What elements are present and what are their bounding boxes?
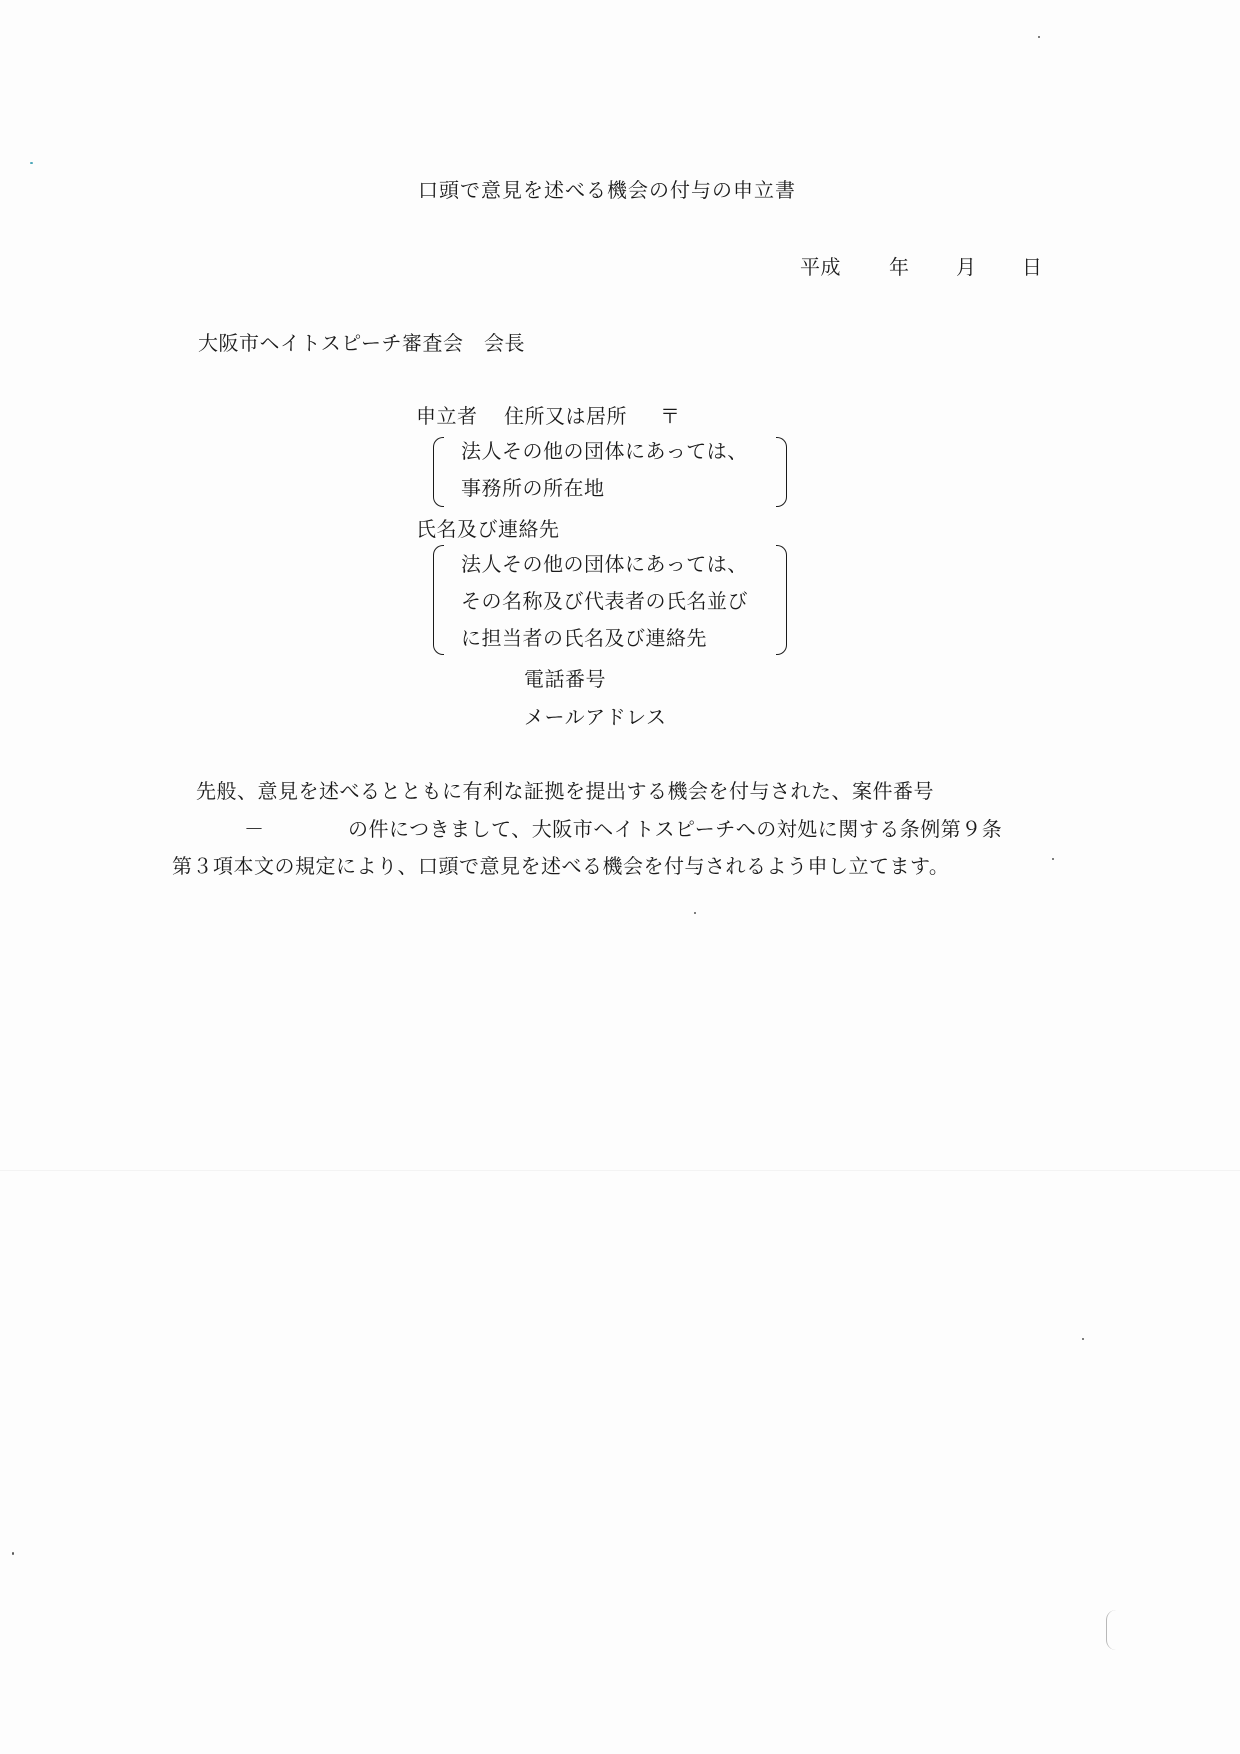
address-note-line: 事務所の所在地 bbox=[461, 476, 605, 500]
document-title: 口頭で意見を述べる機会の付与の申立書 bbox=[418, 178, 796, 202]
left-bracket bbox=[433, 545, 444, 655]
date-era: 平成 bbox=[800, 255, 841, 279]
left-bracket bbox=[433, 437, 444, 507]
body-text-line: 先般、意見を述べるとともに有利な証拠を提出する機会を付与された、案件番号 bbox=[196, 779, 934, 803]
scan-edge-mark bbox=[1106, 1610, 1117, 1650]
date-year: 年 bbox=[889, 255, 910, 279]
scan-speck bbox=[12, 1552, 14, 1555]
applicant-label: 申立者 bbox=[416, 404, 478, 428]
paper-fold-line bbox=[0, 1170, 1240, 1171]
postal-mark: 〒 bbox=[660, 404, 681, 428]
scan-speck bbox=[1082, 1338, 1084, 1340]
address-label: 住所又は居所 bbox=[504, 404, 627, 428]
address-note-bracket bbox=[445, 437, 775, 507]
name-note-line: その名称及び代表者の氏名並び bbox=[461, 589, 748, 613]
scan-speck bbox=[1052, 858, 1054, 860]
address-note-line: 法人その他の団体にあっては、 bbox=[461, 439, 748, 463]
body-text-line: 第３項本文の規定により、口頭で意見を述べる機会を付与されるよう申し立てます。 bbox=[172, 854, 950, 878]
scan-speck bbox=[30, 162, 33, 164]
scan-speck bbox=[694, 912, 696, 914]
name-note-line: に担当者の氏名及び連絡先 bbox=[461, 626, 707, 650]
date-month: 月 bbox=[956, 255, 977, 279]
addressee: 大阪市ヘイトスピーチ審査会 会長 bbox=[198, 331, 525, 355]
name-note-line: 法人その他の団体にあっては、 bbox=[461, 552, 748, 576]
name-contact-label: 氏名及び連絡先 bbox=[416, 517, 560, 541]
body-text-line: の件につきまして、大阪市ヘイトスピーチへの対処に関する条例第９条 bbox=[348, 817, 1003, 841]
email-label: メールアドレス bbox=[524, 705, 667, 729]
name-note-bracket bbox=[445, 545, 775, 655]
right-bracket bbox=[776, 437, 787, 507]
scan-speck bbox=[1038, 36, 1040, 38]
case-number-dash: － bbox=[244, 817, 265, 841]
right-bracket bbox=[776, 545, 787, 655]
date-day: 日 bbox=[1022, 255, 1043, 279]
phone-label: 電話番号 bbox=[524, 667, 606, 691]
